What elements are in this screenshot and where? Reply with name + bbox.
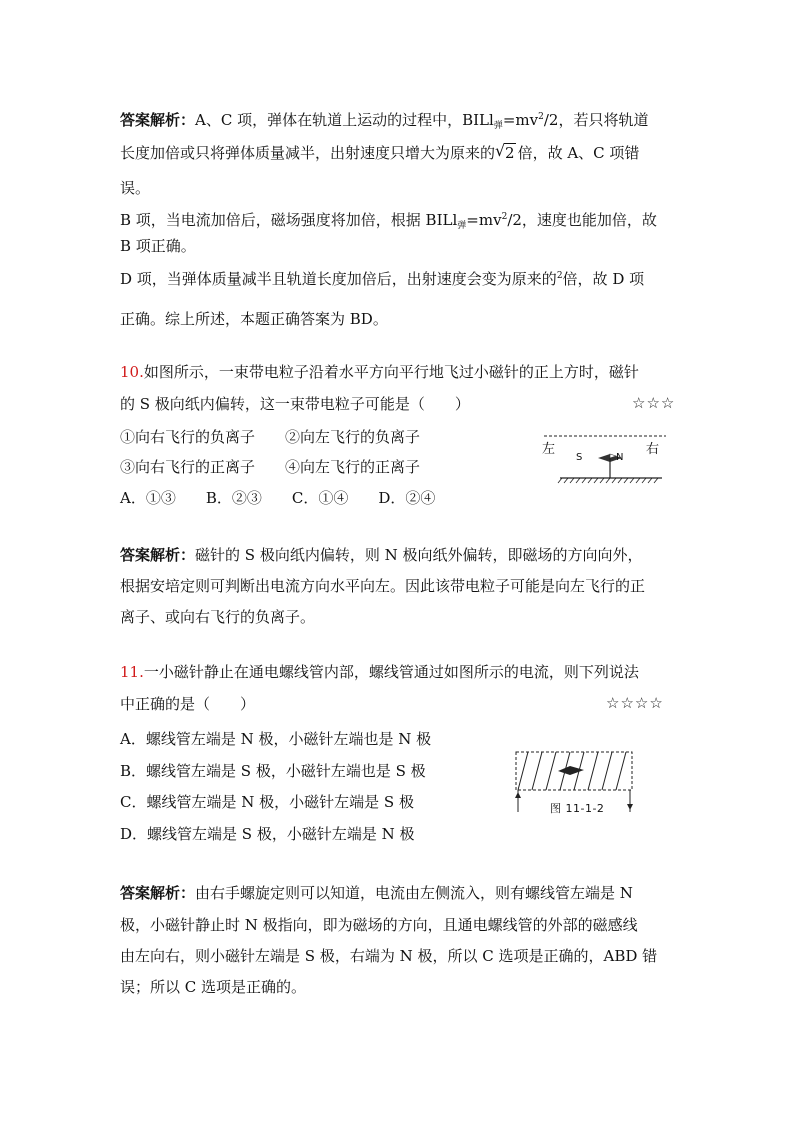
subscript: 弹 — [493, 121, 503, 131]
text: 磁针的 S 极向纸内偏转，则 N 极向纸外偏转，即磁场的方向向外， — [195, 546, 643, 564]
answer-1-line-6 — [120, 266, 644, 289]
text: =mv — [466, 211, 502, 229]
answer-1-line-3: 误。 — [120, 179, 151, 197]
text: A、C 项，弹体在轨道上运动的过程中，BILl — [195, 111, 494, 129]
text: B 项，当电流加倍后，磁场强度将加倍，根据 BILl — [120, 211, 458, 229]
question-11-option-d: D．螺线管左端是 S 极，小磁针左端是 N 极 — [120, 825, 415, 843]
text: /2，若只将轨道 — [543, 111, 649, 129]
question-10-line-2: 的 S 极向纸内偏转，这一束带电粒子可能是（ ） — [120, 395, 470, 413]
question-10-options-1: ①向右飞行的负离子 ②向左飞行的负离子 — [120, 428, 421, 446]
answer-2-line-2: 根据安培定则可判断出电流方向水平向左。因此该带电粒子可能是向左飞行的正 — [120, 577, 646, 595]
text: 如图所示，一束带电粒子沿着水平方向平行地飞过小磁针的正上方时，磁针 — [143, 363, 639, 381]
text: =mv — [502, 111, 539, 129]
answer-label: 答案解析： — [120, 884, 196, 902]
ground-hatch — [558, 478, 658, 483]
question-11-option-b: B．螺线管左端是 S 极，小磁针左端也是 S 极 — [120, 762, 426, 780]
question-10-choices: A．①③ B．②③ C．①④ D．②④ — [120, 489, 436, 507]
arrow-down-icon — [627, 804, 633, 810]
text: 长度加倍或只将弹体质量减半，出射速度只增大为原来的 — [120, 144, 496, 162]
subscript: 弹 — [457, 221, 467, 231]
superscript: 2 — [556, 271, 563, 281]
answer-3-line-3: 由左向右，则小磁针左端是 S 极，右端为 N 极，所以 C 选项是正确的，ABD 错 — [120, 947, 658, 965]
answer-3-line-2: 极，小磁针静止时 N 极指向，即为磁场的方向，且通电螺线管的外部的磁感线 — [120, 916, 638, 934]
difficulty-stars: ☆☆☆☆ — [606, 694, 664, 712]
fig-label-right: 右 — [646, 442, 660, 457]
superscript: 2 — [538, 112, 544, 122]
compass-figure — [540, 428, 670, 494]
answer-1-line-2 — [120, 143, 639, 163]
sqrt-value: 2 — [505, 144, 515, 162]
text: D 项，当弹体质量减半且轨道长度加倍后，出射速度会变为原来的 — [120, 270, 557, 288]
question-10-options-2: ③向右飞行的正离子 ④向左飞行的正离子 — [120, 458, 421, 476]
answer-label: 答案解析： — [120, 546, 196, 564]
question-11-option-c: C．螺线管左端是 N 极，小磁针左端是 S 极 — [120, 793, 414, 811]
answer-2-line-1 — [120, 545, 643, 565]
sqrt-icon: √ — [495, 141, 506, 160]
difficulty-stars: ☆☆☆ — [632, 394, 676, 412]
text: 一小磁针静止在通电螺线管内部，螺线管通过如图所示的电流，则下列说法 — [143, 663, 639, 681]
fig-label-s: S — [576, 452, 583, 463]
text: 由右手螺旋定则可以知道，电流由左侧流入，则有螺线管左端是 N — [195, 884, 633, 902]
question-10-line-1 — [120, 362, 639, 382]
sqrt-expression — [495, 143, 516, 163]
arrow-up-icon — [515, 792, 521, 798]
answer-label: 答案解析： — [120, 111, 196, 129]
answer-3-line-4: 误；所以 C 选项是正确的。 — [120, 978, 307, 996]
figure-caption: 图 11-1-2 — [550, 802, 605, 815]
answer-1-line-1 — [120, 107, 648, 136]
answer-1-line-4 — [120, 207, 657, 236]
answer-2-line-3: 离子、或向右飞行的负离子。 — [120, 608, 316, 626]
question-number: 11. — [120, 663, 144, 681]
text: 倍，故 A、C 项错 — [517, 144, 640, 162]
text: 倍，故 D 项 — [562, 270, 645, 288]
superscript: 2 — [501, 212, 508, 222]
answer-1-line-7: 正确。综上所述，本题正确答案为 BD。 — [120, 310, 388, 328]
answer-1-line-5: B 项正确。 — [120, 237, 196, 255]
question-11-option-a: A．螺线管左端是 N 极，小磁针左端也是 N 极 — [120, 730, 432, 748]
question-11-line-1 — [120, 662, 639, 682]
text: /2，速度也能加倍，故 — [507, 211, 657, 229]
answer-3-line-1 — [120, 883, 633, 903]
question-number: 10. — [120, 363, 144, 381]
solenoid-figure — [508, 748, 640, 820]
fig-label-n: N — [616, 452, 624, 463]
question-11-line-2: 中正确的是（ ） — [120, 695, 256, 713]
fig-label-left: 左 — [542, 442, 556, 457]
